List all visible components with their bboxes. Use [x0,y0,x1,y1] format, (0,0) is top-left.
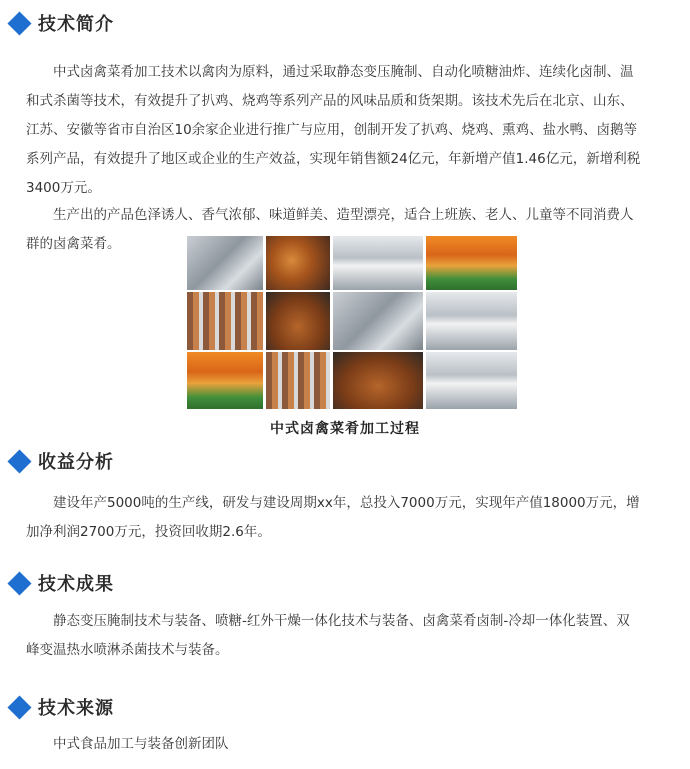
diamond-bullet-icon [7,11,31,35]
text-line: 中式卤禽菜肴加工技术以禽肉为原料，通过采取静态变压腌制、自动化喷糖油炸、连续化卤制、温 [26,64,634,80]
benefit-paragraph [26,489,682,547]
section-heading-intro [6,8,114,38]
text-line: 3400万元。 [26,180,101,196]
text-line: 生产出的产品色泽诱人、香气浓郁、味道鲜美、造型漂亮，适合上班族、老人、儿童等不同消费人 [26,207,634,223]
section-heading-source [6,692,114,722]
process-photo [333,292,423,350]
process-photo [426,292,517,350]
results-paragraph [26,607,682,665]
text-line: 峰变温热水喷淋杀菌技术与装备。 [26,642,229,658]
text-line: 静态变压腌制技术与装备、喷糖-红外干燥一体化技术与装备、卤禽菜肴卤制-冷却一体化装置、双 [26,613,630,629]
intro-paragraph [26,58,682,203]
heading-text: 收益分析 [38,452,114,473]
text-line: 群的卤禽菜肴。 [26,236,121,252]
text-line: 系列产品，有效提升了地区或企业的生产效益，实现年销售额24亿元，年新增产值1.46亿元，新增利税 [26,151,641,167]
photo-caption: 中式卤禽菜肴加工过程 [270,421,420,437]
text-line: 建设年产5000吨的生产线，研发与建设周期xx年，总投入7000万元，实现年产值18000万元，增 [26,495,640,511]
source-paragraph [26,730,682,759]
text-line: 和式杀菌等技术，有效提升了扒鸡、烧鸡等系列产品的风味品质和货架期。该技术先后在北京、山东、 [26,93,634,109]
heading-text: 技术来源 [38,698,114,719]
text-line: 江苏、安徽等省市自治区10余家企业进行推广与应用，创制开发了扒鸡、烧鸡、熏鸡、盐水鸭、卤鹅等 [26,122,638,138]
heading-text: 技术简介 [38,14,114,35]
process-photo [333,236,423,290]
process-photo [266,236,330,290]
text-line: 加净利润2700万元，投资回收期2.6年。 [26,524,271,540]
diamond-bullet-icon [7,449,31,473]
section-heading-results [6,568,114,598]
process-photo-collage [187,236,518,409]
diamond-bullet-icon [7,695,31,719]
diamond-bullet-icon [7,571,31,595]
process-photo [187,236,263,290]
process-photo [426,352,517,409]
process-photo [426,236,517,290]
process-photo [187,352,263,409]
process-photo [266,292,330,350]
process-photo [333,352,423,409]
text-line: 中式食品加工与装备创新团队 [26,736,229,752]
heading-text: 技术成果 [38,574,114,595]
section-heading-benefit [6,446,114,476]
process-photo [266,352,330,409]
process-photo [187,292,263,350]
